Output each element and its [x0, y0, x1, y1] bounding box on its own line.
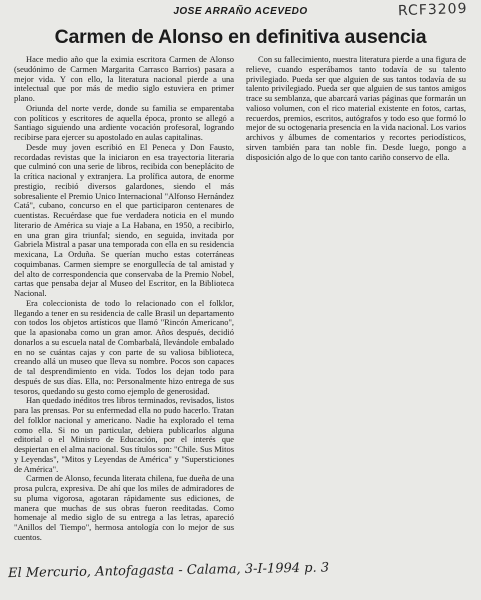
paragraph: Con su fallecimiento, nuestra literatura pierde a una figura de relieve, cuando esperábamos tanto todavía de su talento privilegiado. Pueda ser que alguien de sus tantos todavía de su talento privilegiado. Pueda ser que alguien de sus tantos amigos trace su semblanza, que abarcará varias páginas que formarán un valioso volumen, con el rico material existente en fotos, cartas, recuerdos, premios, escritos, autógrafos y todo eso que formó lo mejor de su octogenaria presencia en la vida nacional. Los varios archivos y álbumes de comentarios y recortes periodísticos, sirven también para tan noble fin. Desde luego, pongo a disposición algo de lo que con tanto cariño conservo de ella. — [246, 55, 466, 162]
source-note-handwritten: El Mercurio, Antofagasta - Calama, 3-I-1994 p. 3 — [7, 560, 330, 582]
paragraph: Hace medio año que la eximia escritora Carmen de Alonso (seudónimo de Carmen Margarita Carrasco Barrios) pasara a mejor vida. Y con ello, la literatura nacional pierde a una intelectual que por más de medio siglo estuviera en primer plano. — [14, 55, 234, 103]
paragraph: Era coleccionista de todo lo relacionado con el folklor, llegando a tener en su residencia de calle Brasil un departamento con todos los objetos artísticos que llamó "Rincón Americano", que la apasionaba como un gran amor. Años después, decidió donarlos a su escuela natal de Combarbalá, llevándole embalado en no se cuántas cajas y con parte de su valiosa biblioteca, creando allá un museo que lleva su nombre. Pocos son capaces de tal desprendimiento en vida. Todos los dejan todo para después de sus días. Ella, no: Personalmente hizo entrega de sus tesoros, quedando su gesto como ejemplo de generosidad. — [14, 297, 234, 396]
paragraph: Carmen de Alonso, fecunda literata chilena, fue dueña de una prosa pulcra, expresiva. De ahí que los miles de admiradores de su pluma vigorosa, agotaran rápidamente sus ediciones, de manera que muchas de sus obras fueron reeditadas. Como homenaje al medio siglo de su entrega a las letras, apareció "Anillos del Tiempo", hermosa antología con lo mejor de sus cuentos. — [14, 473, 234, 542]
byline: JOSE ARRAÑO ACEVEDO — [173, 6, 308, 17]
paragraph: Han quedado inéditos tres libros terminados, revisados, listos para las prensas. Por su enfermedad ella no pudo hacerlo. Tratan del folklor nacional y americano. Nadie ha explorado el tema como ella. Si no un particular, debiera publicarlos alguna editorial o el Ministro de Educación, por el interés que despiertan en el alma nacional. Sus títulos son: "Chile. Sus Mitos y Leyendas", "Mitos y Leyendas de América" y "Supersticiones de América". — [14, 395, 234, 474]
paragraph: Desde muy joven escribió en El Peneca y Don Fausto, recordadas revistas que la iniciaron en esa trayectoria literaria que culminó con una serie de libros, recibida con beneplácito de la crítica nacional y extranjera. La prolífica autora, de enorme prestigio, recibió diversos galardones, siendo el más sobresaliente el Premio Unico Internacional "Alfonso Hernández Catá", cubano, concurso en el que participaron centenares de cuentistas. Recuérdase que fue verdadera noticia en el mundo literario de América su viaje a La Habana, en 1950, a recibirlo, en una gran gira triunfal; siendo, en seguida, invitada por Gabriela Mistral a pasar una temporada con ella en su residencia mexicana, La Orduña. Se querían mucho estas coterráneas coquimbanas. Carmen siempre se enorgullecía de tal amistad y del alto de correspondencia que conservaba de la Premio Nobel, cartas que pensaba dejar al Museo del Escritor, en la Biblioteca Nacional. — [14, 141, 234, 298]
headline: Carmen de Alonso en definitiva ausencia — [54, 26, 427, 48]
paragraph: Oriunda del norte verde, donde su familia se emparentaba con políticos y escritores de aquella época, pronto se allegó a Santiago siguiendo una ardiente vocación profesoral, logrando recibirse para ejercer su apostolado en aulas capitalinas. — [14, 102, 234, 142]
archive-code-handwritten: RCF3209 — [397, 0, 468, 20]
article-body — [14, 55, 466, 550]
